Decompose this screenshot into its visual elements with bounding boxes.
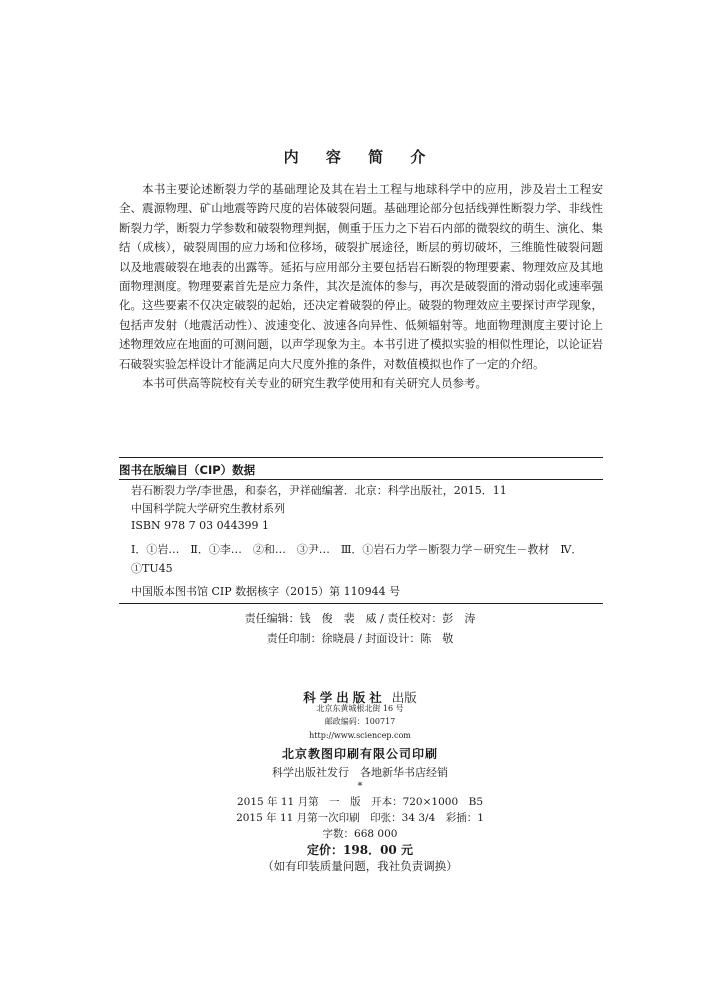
cip-heading-divider xyxy=(119,479,603,480)
price: 定价：198．00 元 xyxy=(307,843,413,857)
cip-record xyxy=(131,482,603,535)
credits-line-2: 责任印制：徐晓晨 / 封面设计：陈 敬 xyxy=(266,632,454,645)
word-count: 字数：668 000 xyxy=(322,828,398,840)
credits-line-1: 责任编辑：钱 俊 裴 威 / 责任校对：彭 涛 xyxy=(244,612,476,625)
publisher-postcode: 邮政编码：100717 xyxy=(324,717,396,726)
quality-notice: （如有印装质量问题，我社负责调换） xyxy=(262,859,458,873)
cip-isbn-line: ISBN 978 7 03 044399 1 xyxy=(131,519,270,532)
publisher-suffix: 出版 xyxy=(391,690,417,705)
cip-heading: 图书在版编目（CIP）数据 xyxy=(119,463,256,477)
summary-paragraph-2: 本书可供高等院校有关专业的研究生教学使用和有关研究人员参考。 xyxy=(142,376,487,391)
top-divider xyxy=(119,457,603,458)
cip-title-line: 岩石断裂力学/李世愚，和泰名，尹祥础编著．北京：科学出版社，2015．11 xyxy=(131,484,507,497)
printer: 北京教图印刷有限公司印刷 xyxy=(281,747,438,761)
cip-classification: Ⅰ．①岩… Ⅱ．①李… ②和… ③尹… Ⅲ．①岩石力学－断裂力学－研究生－教材 Ⅳ．①TU45 xyxy=(131,543,583,575)
publisher-url: http://www.sciencep.com xyxy=(309,731,411,740)
cip-series-line: 中国科学院大学研究生教材系列 xyxy=(131,501,285,515)
printing-info: 2015 年 11 月第一次印刷 印张：34 3/4 彩插：1 xyxy=(236,812,484,824)
distribution: 科学出版社发行 各地新华书店经销 xyxy=(272,766,448,779)
summary-section xyxy=(119,180,603,393)
publisher-address: 北京东黄城根北街 16 号 xyxy=(316,704,404,713)
cip-bottom-divider xyxy=(119,603,603,604)
edition-info: 2015 年 11 月第 一 版 开本：720×1000 B5 xyxy=(236,796,484,808)
credits xyxy=(0,609,720,649)
publisher-logo-text: 科学出版社 xyxy=(303,690,386,705)
page-title: 内 容 简 介 xyxy=(283,148,437,166)
cip-note: 中国版本图书馆 CIP 数据核字（2015）第 110944 号 xyxy=(131,585,401,598)
cip-note-block xyxy=(131,583,603,599)
cip-index xyxy=(131,540,603,578)
summary-paragraph-1: 本书主要论述断裂力学的基础理论及其在岩土工程与地球科学中的应用，涉及岩土工程安全、震源物理、矿山地震等跨尺度的岩体破裂问题。基础理论部分包括线弹性断裂力学、非线性断裂力学，断裂力学参数和破裂物理判据，侧重于压力之下岩石内部的微裂纹的萌生、演化、集结（成核），破裂周围的应力场和位移场，破裂扩展途径，断层的剪切破坏，三维脆性破裂问题以及地震破裂在地表的出露等。延拓与应用部分主要包括岩石断裂的物理要素、物理效应及其地面物理测度。物理要素首先是应力条件，其次是流体的参与，再次是破裂面的滑动弱化或速率强化。这些要素不仅决定破裂的起始，还决定着破裂的停止。破裂的物理效应主要探讨声学现象，包括声发射（地震活动性）、波速变化、波速各向异性、低频辐射等。地面物理测度主要讨论上述物理效应在地面的可测问题，以声学现象为主。本书引进了模拟实验的相似性理论，以论证岩石破裂实验怎样设计才能满足向大尺度外推的条件，对数值模拟也作了一定的介绍。 xyxy=(119,182,603,371)
separator-star: * xyxy=(357,781,363,792)
